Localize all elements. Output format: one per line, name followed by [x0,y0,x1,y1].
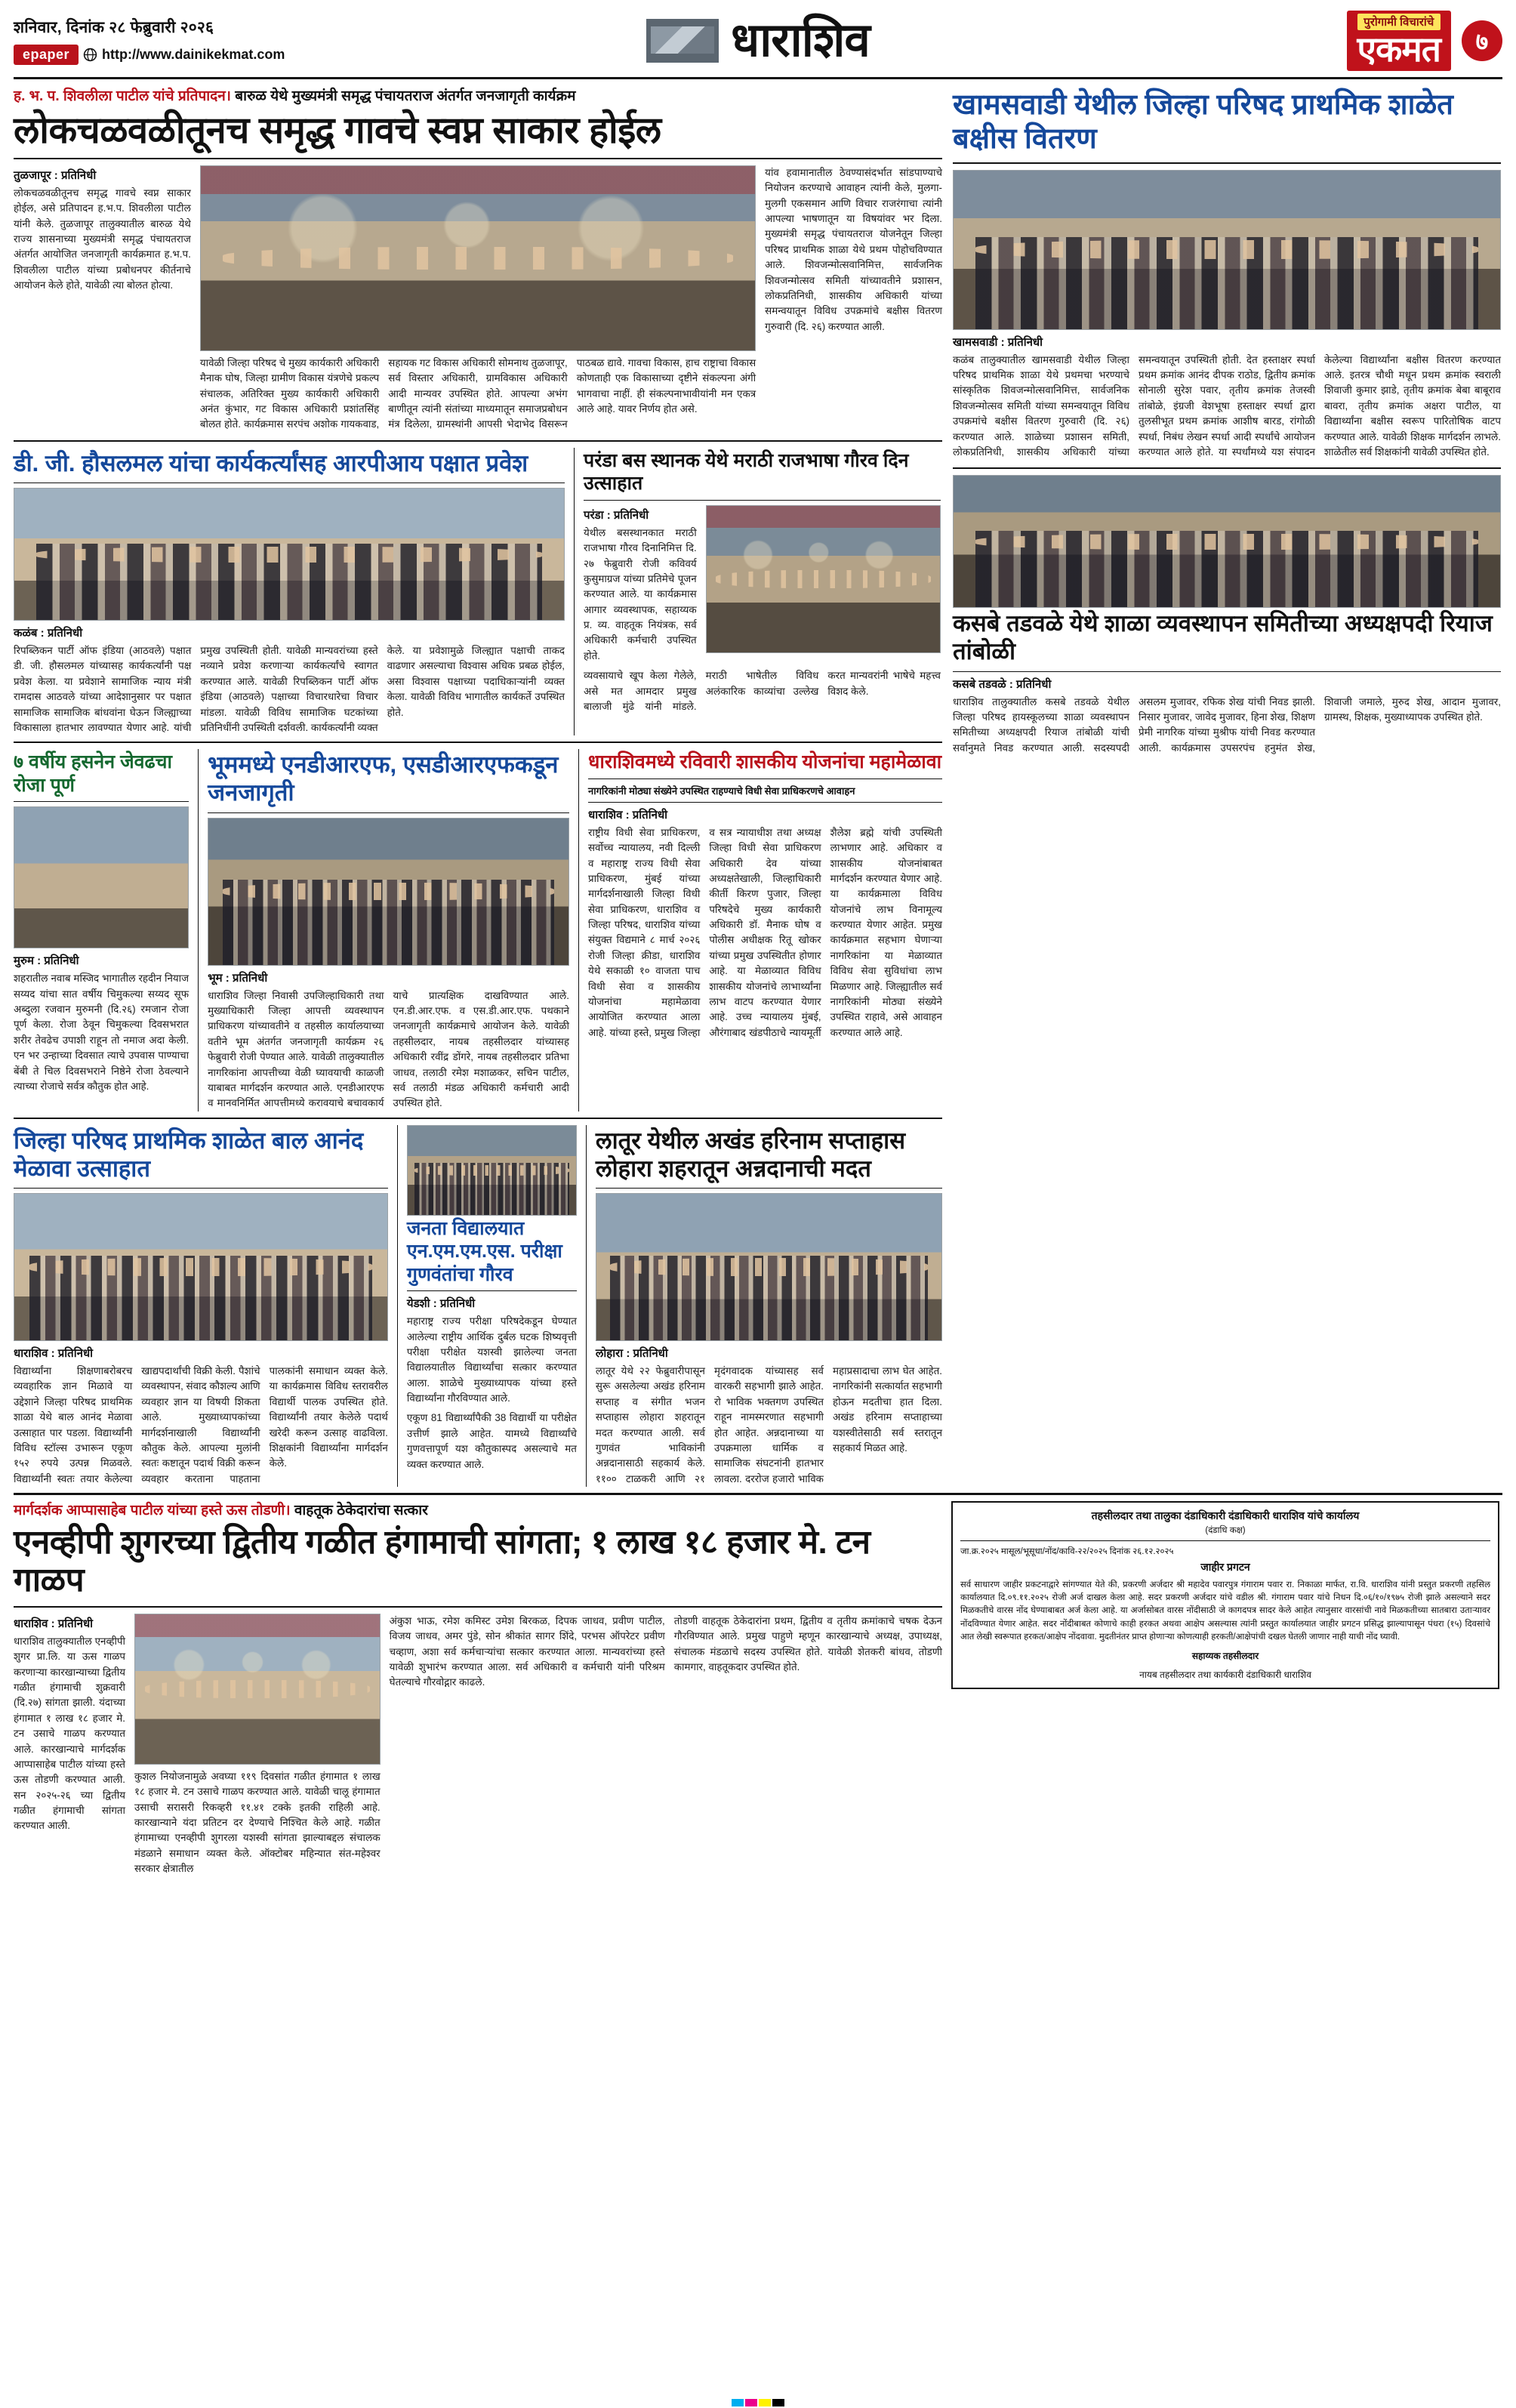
maha-subhead: नागरिकांनी मोठ्या संख्येने उपस्थित राहण्याचे विधी सेवा प्राधिकरणचे आवाहन [588,785,855,797]
masthead-left [14,17,338,65]
lead-paragraph-3: आपल्या अभंग बाणीतून त्यांनी संतांच्या माध्यमातून समाजप्रबोधन मंत्र दिलेला, ग्रामस्थांनी आपसी भेदाभेद विसरून पाठबळ द्यावे. गावचा विकास, हाच राष्ट्राचा विकास कोणताही एक विकासाच्या दृष्टीने संकल्पना अंगी भागवाचा नाहीं. ही संकल्पनाभावीयांनी मन एकत्र आले आहे. यावर निर्णय होत असे. [388,356,756,430]
ad-sign-2: नायब तहसीलदार तथा कार्यकारी दंडाधिकारी धाराशिव [1139,1669,1311,1680]
maha-headline: धाराशिवमध्ये रविवारी शासकीय योजनांचा महामेळावा [588,751,942,773]
sec-paranda [574,448,941,735]
ad-reference: जा.क्र.२०२५ मासूल/भूसूधा/नोंद/कावि-२२/२०२५ दिनांक २६.१२.२०२५ [960,1546,1174,1556]
lead-headline: लोकचळवळीतूनच समृद्ध गावचे स्वप्न साकार होईल [14,109,661,151]
maha-byline: धाराशिव : प्रतिनिधी [588,808,668,822]
dgh-paragraph-1: रिपब्लिकन पार्टी ऑफ इंडिया (आठवले) पक्षात डी. जी. हौसलमल यांच्यासह कार्यकर्त्यांनी पक्ष प्रवेश केला. या प्रवेशाने सामाजिक न्याय मंत्री रामदास आठवले यांच्या आदेशानुसार पर पक्षात सामाजिक सामाजिक बांधवांना घेऊन जिल्ह्याच्या विकासाला हातभार लावण्यात येणार आहे. [14,645,192,733]
epaper-badge[interactable]: epaper [14,45,79,65]
edition-title: धाराशिव [731,14,870,66]
sec-zp [14,1125,388,1487]
ndrf-paragraph-2: २६ फेब्रुवारी रोजी पेण्यात आले. यावेळी तालुक्यातील नागरिकांना आपत्तीच्या वेळी घ्यावयाची काळजी याबाबत मार्गदर्शन करण्यात आले. एनडीआरएफ व मानवनिर्मित आपत्तीमध्ये करावयाचे बचावकार्य याचे प्रात्यक्षिक दाखविण्यात आले. [208,989,569,1109]
janta-photo [407,1125,577,1216]
ndrf-paragraph-3: एन.डी.आर.एफ. व एस.डी.आर.एफ. पथकाने जनजागृती कार्यक्रमाचे आयोजन केले. यावेळी तहसीलदार, नायब तहसीलदार यांच्यासह अधिकारी रवींद्र डोंगरे, नायब तहसीलदार प्रतिभा जाधव, तलाठी रमेश मशाळकर, सचिन पाटील, सर्व तलाठी मंडळ अधिकारी कर्मचारी आदी उपस्थित होते. [393,1005,569,1109]
zp-paragraph-1: विद्यार्थ्यांना शिक्षणाबरोबरच व्यवहारिक ज्ञान मिळावे या उद्देशाने जिल्हा परिषद प्राथमिक शाळा येथे बाल आनंद मेळावा उत्साहात पार पडला. विद्यार्थ्यांनी विविध स्टॉल्स उभारून एकूण १५२ रुपये उत्पन्न मिळवले. विद्यार्थ्यांनी स्वतः तयार केलेल्या खाद्यपदार्थांची विक्री केली. [14,1365,236,1485]
lead-paragraph-4: यांव हवामानातील ठेवण्यासंदर्भात सांडपाण्याचे नियोजन करण्याचे आवाहन त्यांनी केले, मुलगा-मुलगी एकसमान आणि विचार राजरंगाचा त्यांनी आपल्या भाषणातून या विषयांवर भर दिला. मुख्यमंत्री समृद्ध पंचायतराज योजनेतून जिल्हा परिषद प्राथमिक शाळा येथे प्रथम पोहोचविण्यात आले. शिवजन्मोत्सवानिमित्त, सार्वजनिक शिवजन्मोत्सव समिती यांच्यावतीने प्रशासन, लोकप्रतिनिधी, शासकीय अधिकारी यांच्या समन्वयातून विविध उपक्रमांचे बक्षीस वितरण गुरुवारी (दि. २६) करण्यात आली. [765,166,942,332]
paranda-byline: परंडा : प्रतिनिधी [584,508,649,522]
hasnen-byline: मुरुम : प्रतिनिधी [14,954,79,968]
lead-text-left [14,165,191,433]
janta-byline: येडशी : प्रतिनिधी [406,1297,476,1311]
sec-latur [586,1125,942,1487]
brand-name: एकमत [1357,29,1441,69]
lead-text-right [765,165,942,433]
city-emblem-icon [646,19,719,63]
zp-paragraph-2: पैशांचे व्यवस्थापन, संवाद कौशल्य आणि व्यवहार ज्ञान या विषयी शिकता आले. मुख्याध्यापकांच्या मार्गदर्शनाखाली विद्यार्थ्यांनी कौतुक केले. आपल्या मुलांनी स्वतः कष्टातून पदार्थ विक्री करून व्यवहार करताना पाहताना पालकांनी समाधान व्यक्त केले. [141,1365,388,1485]
kasbe-text [953,695,1501,757]
dgh-paragraph-3: कार्यकर्त्यांनी व्यक्त केले. या प्रवेशामुळे जिल्ह्यात पक्षाची ताकद वाढणार असल्याचा विश्वास अधिक प्रबळ होईल, असा विश्वास पक्षाच्या पदाधिकाऱ्यांनी व्यक्त केला. यावेळी विविध भागातील कार्यकर्ते उपस्थित होते. [310,645,565,733]
ndrf-headline: भूममध्ये एनडीआरएफ, एसडीआरएफकडून जनजागृती [208,751,559,806]
lead-byline: तुळजापूर : प्रतिनिधी [14,168,97,182]
lead-paragraph-1: लोकचळवळीतूनच समृद्ध गावचे स्वप्न साकार होईल, असे प्रतिपादन ह.भ.प. शिवलीला पाटील यांनी केले. तुळजापूर तालुक्यातील बारुळ येथे राज्य शासनाच्या मुख्यमंत्री समृद्ध पंचायतराज अंतर्गत आयोजित जनजागृती कार्यक्रमात ह.भ.प. शिवलीला पाटील यांच्या प्रबोधनपर कीर्तनाचे आयोजन केले होते, यावेळी त्या बोलत होत्या. [14,187,191,291]
brand-logo [1347,11,1452,71]
bottom-kicker [14,1501,942,1521]
top-right-story [953,88,1501,460]
masthead-right [1178,11,1502,71]
topright-paragraph-1: कळंब तालुक्यातील खामसवाडी येथील जिल्हा परिषद प्राथमिक शाळा येथे प्रथमचा भरण्याचे सांस्कृतिक शिवजन्मोत्सवानिमित्त, सार्वजनिक शिवजन्मोत्सव समिती यांच्या समन्वयातून विविध उपक्रमांचे बक्षीस वितरण गुरुवारी (दि. २६) करण्यात आले. शाळेच्या प्रशासन समिती, लोकप्रतिनिधी, शासकीय अधिकारी यांच्या समन्वयातून उपस्थिती होती. [953,353,1242,458]
color-registration-marks [732,2399,784,2406]
kasbe-photo [953,475,1501,608]
lead-story [14,87,942,433]
bottom-photo [134,1614,381,1765]
janta-paragraph-1: महाराष्ट्र राज्य परीक्षा परिषदेकडून घेण्यात आलेल्या राष्ट्रीय आर्थिक दुर्बल घटक शिष्यवृत्ती परीक्षा परीक्षेत यशस्वी झालेल्या जनता विद्यालयातील विद्यार्थ्यांचा सत्कार करण्यात आला. शाळेचे मुख्याध्यापक यांच्या हस्ते विद्यार्थ्यांना गौरविण्यात आले. [406,1315,577,1404]
kasbe-paragraph-2: निसार मुजावर, जावेद मुजावर, हिना शेख, शिक्षण प्रेमी नागरिक यांच्या मुश्रीफ यांची निवड करण्यात आली. कार्यक्रमास उपसरपंच हनुमंत शेख, शिवाजी जमाले, मुरुद शेख, आदान मुजावर, ग्रामस्थ, शिक्षक, मुख्याध्यापक उपस्थित होते. [1139,695,1501,754]
hasnen-photo [14,806,189,948]
sec-dgh [14,448,565,735]
left-column [14,87,942,1487]
page-number: ७ [1462,20,1502,61]
lead-paragraph-2: यावेळी जिल्हा परिषद चे मुख्य कार्यकारी अधिकारी मैनाक घोष, जिल्हा ग्रामीण विकास यंत्रणेचे प्रकल्प संचालक, अतिरिक्त मुख्य कार्यकारी अधिकारी अनंत कुंभार, गट विकास अधिकारी प्रशांतसिंह बोलत होते. कार्यक्रमास सरपंच अशोक गायकवाड, सहायक गट विकास अधिकारी सोमनाथ तुळजापूर, सर्व विस्तार अधिकारी, ग्रामविकास अधिकारी आदी मान्यवर उपस्थित होते. [199,356,568,430]
topright-byline: खामसवाडी : प्रतिनिधी [953,335,1043,349]
bottom-paragraph-4: तोडणी वाहतूक ठेकेदारांना प्रथम, द्वितीय व तृतीय क्रमांकाचे चषक देऊन गौरविण्यात आले. प्रमुख पाहुणे म्हणून कारखान्याचे अध्यक्ष, उपाध्यक्ष, संचालक मंडळाचे सदस्य उपस्थित होते. यावेळी शेतकरी बांधव, तोडणी कामगार, वाहतूकदार उपस्थित होते. [673,1614,942,1673]
dgh-headline: डी. जी. हौसलमल यांचा कार्यकर्त्यांसह आरपीआय पक्षात प्रवेश [14,449,528,476]
hasnen-paragraph-1: शहरातील नवाब मस्जिद भागातील रहदीन नियाज सय्यद यांचा सात वर्षीय चिमुकल्या सय्यद सूफ अब्दुला रजवान मुरुमनी (दि.२६) रमजान रोजा पूर्ण केला. रोजा ठेवून चिमुकल्या दिवसभरात शरीर तेवढेच उपाशी राहून तो नमाज अदा केली. एन भर उन्हाच्या दिवसात त्याचे उपवास पाण्याचा बेंबी ते चिल दिवसभराने निष्ठेने रोजा ठेवल्याने त्याच्या रोजाचे सर्वत्र कौतुक होत आहे. [14,973,190,1092]
dgh-text [14,643,565,735]
latur-paragraph-3: नागरिकांनी सत्कार्यात सहभागी होऊन मदतीचा हात दिला. अखंड हरिनाम सप्ताहाच्या यशस्वीतेसाठी सर्व स्तरातून सहकार्य मिळत आहे. [832,1380,942,1454]
latur-paragraph-1: लातूर येथे २२ फेब्रुवारीपासून सुरू असलेल्या अखंड हरिनाम सप्ताह व संगीत भजन सप्ताहास लोहारा शहरातून मदत करण्यात आली. सर्व गुणवंत भाविकांनी अन्नदानासाठी सहकार्य केले. ११०० टाळकरी आणि २१ मृदंगवादक यांच्यासह सर्व वारकरी सहभागी झाले आहेत. [595,1365,824,1485]
maha-paragraph-4: अधिकार व शासकीय योजनांबाबत मार्गदर्शन करण्यात येणार आहे. या कार्यक्रमाला विविध योजनांचे लाभ विनामूल्य करण्यात येणार आहेत. प्रमुख कार्यक्रमात सहभाग घेणाऱ्या नागरिकांना या मेळाव्यात विविध सेवा सुविधांचा लाभ मिळणार आहे. जिल्ह्यातील सर्व नागरिकांनी मोठ्या संख्येने उपस्थित राहावे, असे आवाहन करण्यात आले आहे. [830,842,942,1038]
hasnen-headline: ७ वर्षीय हसनेन जेवढचा रोजा पूर्ण [14,751,172,796]
dgh-paragraph-2: यांची प्रमुख उपस्थिती होती. यावेळी मान्यवरांच्या हस्ते नव्याने प्रवेश करणाऱ्या कार्यकर्त्यांचे स्वागत करण्यात आले. यावेळी रिपब्लिकन पार्टी ऑफ इंडिया (आठवले) पक्षाच्या विचारधारेचा विचार मांडला. यावेळी विविध सामाजिक घटकांच्या प्रतिनिधींनी उपस्थिती दर्शवली. [174,645,378,733]
ad-subtitle: (दंडाधि कक्ष) [1205,1525,1246,1535]
row-zp-janta [14,1125,942,1487]
ndrf-photo [208,818,569,966]
latur-headline: लातूर येथील अखंड हरिनाम सप्ताहास लोहारा शहरातून अन्नदानाची मदत [595,1127,906,1182]
lead-kicker-left: ह. भ. प. शिवलीला पाटील यांचे प्रतिपादन। [14,88,232,104]
bottom-band [14,1493,1502,1876]
topright-text [953,353,1501,461]
bottom-byline: धाराशिव : प्रतिनिधी [14,1617,94,1630]
bottom-story [14,1501,942,1876]
sec-kasbe [953,475,1501,756]
epaper-link[interactable] [14,45,338,65]
maha-paragraph-3: या मेळाव्यात विविध शासकीय योजनांचे लाभार्थ्यांना लाभ वाटप करण्यात येणार आहे. उच्च न्यायालय मुंबई, औरंगाबाद खंडपीठाचे न्यायमूर्ती शैलेश ब्रह्मे यांची उपस्थिती लाभणार आहे. [709,826,942,1038]
sec-maha [578,749,942,1111]
ad-title: तहसीलदार तथा तालुका दंडाधिकारी दंडाधिकारी धाराशिव यांचे कार्यालय [1091,1509,1360,1522]
kasbe-byline: कसबे तडवळे : प्रतिनिधी [953,677,1052,691]
kasbe-paragraph-1: धाराशिव तालुक्यातील कसबे तडवळे येथील जिल्हा परिषद हायस्कूलच्या शाळा व्यवस्थापन समितीच्या अध्यक्षपदी रियाज तांबोळी यांची सर्वानुमते निवड करण्यात आली. सदस्यपदी असलम मुजावर, रफिक शेख यांची निवड झाली. [953,695,1315,754]
bottom-paragraph-3: अंकुश भाऊ, रमेश कमिस्ट उमेश बिरकळ, दिपक जाधव, प्रवीण पाटील, विजय जाधव, अमर पुंडे, सोन श्रीकांत सागर शिंदे, परभस ऑपरेटर प्रवीण चव्हाण, अशा सर्व कर्मचाऱ्यांचा सत्कार करण्यात आला. मान्यवरांच्या हस्ते यावेळी शुभारंभ करण्यात आला. सर्व अधिकारी व कर्मचारी यांनी परिश्रम घेतल्याचे गौरवोद्गार काढले. [389,1614,665,1688]
ndrf-text [208,988,569,1112]
lead-kicker-right: बारुळ येथे मुख्यमंत्री समृद्ध पंचायतराज अंतर्गत जनजागृती कार्यक्रम [235,88,576,104]
maha-paragraph-1: राष्ट्रीय विधी सेवा प्राधिकरण, सर्वोच्च न्यायालय, नवी दिल्ली व महाराष्ट्र राज्य विधी सेवा प्राधिकरण, मुंबई यांच्या मार्गदर्शनाखाली जिल्हा विधी सेवा प्राधिकरण, धाराशिव व जिल्हा परिषद, धाराशिव यांच्या संयुक्त विद्यमाने ८ मार्च २०२६ रोजी जिल्हा क्रीडा, धाराशिव येथे सकाळी १० वाजता पाच विधी सेवा व शासकीय योजनांचा महामेळावा आयोजित करण्यात आला आहे. [588,826,701,1038]
zp-photo [14,1193,388,1341]
lead-photo-wrap [200,165,756,433]
epaper-url[interactable]: http://www.dainikekmat.com [102,47,285,62]
main-grid [14,87,1502,1487]
bottom-kicker-left: मार्गदर्शक आप्पासाहेब पाटील यांच्या हस्ते ऊस तोडणी। [14,1503,291,1519]
paranda-paragraph-1: येथील बसस्थानकात मराठी राजभाषा गौरव दिनानिमित्त दि. २७ फेब्रुवारी रोजी कविवर्य कुसुमाग्रज यांच्या प्रतिमेचे पूजन करण्यात आले. या कार्यक्रमास आगार व्यवस्थापक, सहाय्यक प्र. व्य. वाहतूक नियंत्रक, सर्व अधिकारी कर्मचारी उपस्थित होते. [584,526,697,661]
maha-text [588,825,942,1041]
latur-text [596,1364,942,1487]
bottom-kicker-right: वाहतूक ठेकेदारांचा सत्कार [294,1503,428,1519]
latur-paragraph-2: रो भाविक भक्तगण उपस्थित राहून नामस्मरणात सहभागी होत आहेत. अन्नदानाच्या या उपक्रमाला धार्मिक व सामाजिक संघटनांनी हातभार लावला. दररोज हजारो भाविक महाप्रसादाचा लाभ घेत आहेत. [713,1365,942,1485]
paranda-headline: परंडा बस स्थानक येथे मराठी राजभाषा गौरव दिन उत्साहात [584,449,909,495]
bottom-paragraph-1: धाराशिव तालुक्यातील एनव्हीपी शुगर प्रा.लि. या ऊस गाळप करणाऱ्या कारखान्याच्या द्वितीय गळीत हंगामाची शुक्रवारी (दि.२७) सांगता झाली. यंदाच्या हंगामात १ लाख १८ हजार मे. टन उसाचे गाळप करण्यात आले. कारखान्याचे मार्गदर्शक आप्पासाहेब पाटील यांच्या हस्ते ऊस तोडणी करण्यात आली. सन २०२५-२६ च्या द्वितीय गळीत हंगामाची सांगता करण्यात आली. [14,1635,126,1832]
right-column [953,87,1501,1487]
globe-icon [83,48,97,62]
sec-hasnen [14,749,189,1111]
latur-byline: लोहारा : प्रतिनिधी [595,1347,668,1361]
ad-order-title: जाहीर प्रगटन [1200,1560,1250,1573]
sec-janta [397,1125,577,1487]
zp-headline: जिल्हा परिषद प्राथमिक शाळेत बाल आनंद मेळावा उत्साहात [14,1127,364,1182]
masthead-center [338,14,1178,66]
topright-headline: खामसवाडी येथील जिल्हा परिषद प्राथमिक शाळेत बक्षीस वितरण [953,89,1453,155]
row-hasnen-ndrf [14,749,942,1111]
row-dgh-paranda [14,448,942,735]
bottom-headline: एनव्हीपी शुगरच्या द्वितीय गळीत हंगामाची सांगता; १ लाख १८ हजार मे. टन गाळप [14,1523,870,1599]
paranda-paragraph-2: व्यवसायाचे खूप केला गेलेले, असे मत आमदार प्रमुख बालाजी मुंढे यांनी मांडले. मराठी भाषेतील विविध अलंकारिक काव्यांचा उल्लेख करत मान्यवरांनी भाषेचे महत्त्व विशद केले. [584,670,941,712]
ad-body: सर्व साधारण जाहीर प्रकटनाद्वारे सांगण्यात येते की, प्रकरणी अर्जदार श्री महादेव पवारपुत्र गंगाराम पवार रा. निकाळा मार्फत, रा.वि. धाराशिव यांनी प्रस्तुत प्रकरणी तहसिल कार्यालयात दि.०९.११.२०२५ रोजी अर्ज दाखल केला आहे. सदर प्रकरणी अर्जदार यांचे वडील श्री. गंगाराम पवार यांचे निधन दि.०६/१०/१९७५ रोजी झाले असल्याने सदर मिळकतीचे वारस नोंद घेण्याबाबत अर्ज केला आहे. या अर्जासोबत वारस नोंदीसाठी जे कागदपत्र सादर केले आहेत त्यानुसार वारसांची नावे मिळकतीच्या सातबारा उताऱ्यावर नोंदविण्यात येणार आहेत. सदर नोंदीबाबत कोणाचे काही हरकत अथवा आक्षेप असल्यास त्यांनी प्रस्तुत कार्यालयात जाहीर प्रगटन प्रसिद्ध झाल्यापासून पंधरा (१५) दिवसांचे आत लेखी स्वरूपात हरकत/आक्षेप नोंदवावा. मुदतीनंतर प्राप्त होणाऱ्या कोणत्याही हरकती/आक्षेपांची दखल घेतली जाणार नाही याची नोंद घ्यावी. [960,1580,1490,1642]
paranda-photo [706,505,941,653]
brand-tagline: पुरोगामी विचारांचे [1357,14,1441,30]
ad-sign-1: सहाय्यक तहसीलदार [1191,1651,1259,1662]
zp-byline: धाराशिव : प्रतिनिधी [14,1347,94,1361]
topright-paragraph-2: देत हस्ताक्षर स्पर्धा प्रथम क्रमांक आनंद दीपक राठोड, द्वितीय क्रमांक सोनाली सुरेश पवार, तृतीय क्रमांक तेजस्वी तांबोळे, इंग्रजी वेशभूषा हस्ताक्षर स्पर्धा द्वारा तुलसीभूत प्रथम क्रमांक आशीष बारड, रांगोळी स्पर्धा, निबंध लेखन स्पर्धा आदी स्पर्धांचे आयोजन करण्यात आले होते. या स्पर्धांमध्ये यश संपादन केलेल्या विद्यार्थ्यांना बक्षीस वितरण करण्यात आले. [1139,353,1501,458]
sec-ndrf [198,749,569,1111]
public-notice-ad [951,1501,1499,1876]
maha-paragraph-2: यांच्या हस्ते, प्रमुख जिल्हा व सत्र न्यायाधीश तथा अध्यक्ष जिल्हा विधी सेवा प्राधिकरण अधिकारी देव यांच्या अध्यक्षतेखाली, जिल्हाधिकारी कीर्ती किरण पुजार, जिल्हा परिषदेचे मुख्य कार्यकारी अधिकारी डॉ. मैनाक घोष व पोलीस अधीक्षक रितू खोकर यांच्या प्रमुख उपस्थितीत होणार आहे. [609,826,821,1038]
lead-photo [200,165,756,351]
lead-photo-text [200,356,756,433]
kasbe-headline: कसबे तडवळे येथे शाळा व्यवस्थापन समितीच्या अध्यक्षपदी रियाज तांबोळी [953,610,1493,665]
ndrf-byline: भूम : प्रतिनिधी [208,971,268,985]
publication-date: शनिवार, दिनांक २८ फेब्रुवारी २०२६ [14,19,214,36]
bottom-paragraph-2: कुशल नियोजनामुळे अवघ्या ११९ दिवसांत गळीत हंगामात १ लाख १८ हजार मे. टन उसाचे गाळप करण्यात आले. यावेळी चालू हंगामात उसाची सरासरी रिकव्हरी ११.४१ टक्के इतकी राहिली आहे. कारखान्याने यंदा प्रतिटन दर देण्याचे निश्चित केले आहे. गळीत हंगामाच्या एनव्हीपी शुगरला यशस्वी सांगता झाल्याबद्दल संचालक मंडळाने समाधान व्यक्त केले. ऑक्टोबर महिन्यात संत-महेश्वर सरकार क्षेत्रातील [134,1770,381,1875]
janta-headline: जनता विद्यालयात एन.एम.एम.एस. परीक्षा गुणवंतांचा गौरव [406,1217,562,1285]
lead-kicker [14,87,942,106]
ndrf-paragraph-1: धाराशिव जिल्हा निवासी उपजिल्हाधिकारी तथा मुख्याधिकारी जिल्हा आपत्ती व्यवस्थापन प्राधिकरण यांच्यावतीने व तहसील कार्यालयाच्या वतीने भूम अंतर्गत जनजागृती कार्यक्रम [208,989,384,1047]
zp-paragraph-3: या कार्यक्रमास विविध स्तरावरील विद्यार्थी पालक उपस्थित होते. विद्यार्थ्यांनी तयार केलेले पदार्थ खरेदी करून उत्साह वाढविला. शिक्षकांनी विद्यार्थ्यांना मार्गदर्शन केले. [269,1380,388,1469]
masthead [14,11,1502,79]
dgh-byline: कळंब : प्रतिनिधी [14,627,83,640]
latur-photo [596,1193,942,1341]
janta-paragraph-2: एकूण 81 विद्यार्थ्यांपैकी 38 विद्यार्थी या परीक्षेत उत्तीर्ण झाले आहेत. यामध्ये विद्यार्थ्यांचे गुणवत्तापूर्ण यश कौतुकास्पद असल्याचे मत व्यक्त करण्यात आले. [406,1412,577,1470]
topright-photo [953,170,1501,330]
dgh-photo [14,488,565,621]
zp-text [14,1364,388,1487]
topright-paragraph-3: इतरत्र चौथी मधून प्रथम क्रमांक स्वराली शिवाजी कुमार झाडे, तृतीय क्रमांक बेबा बाबूराव बावरा, तृतीय क्रमांक अक्षरा पाटील, या विद्यार्थ्यांना बक्षीस स्वरूप पारितोषिक वाटप करण्यात आले. यावेळी शिक्षक मार्गदर्शन लाभले. शाळेतील सर्व शिक्षकांनी यावेळी उपस्थित होते. [1324,369,1501,458]
